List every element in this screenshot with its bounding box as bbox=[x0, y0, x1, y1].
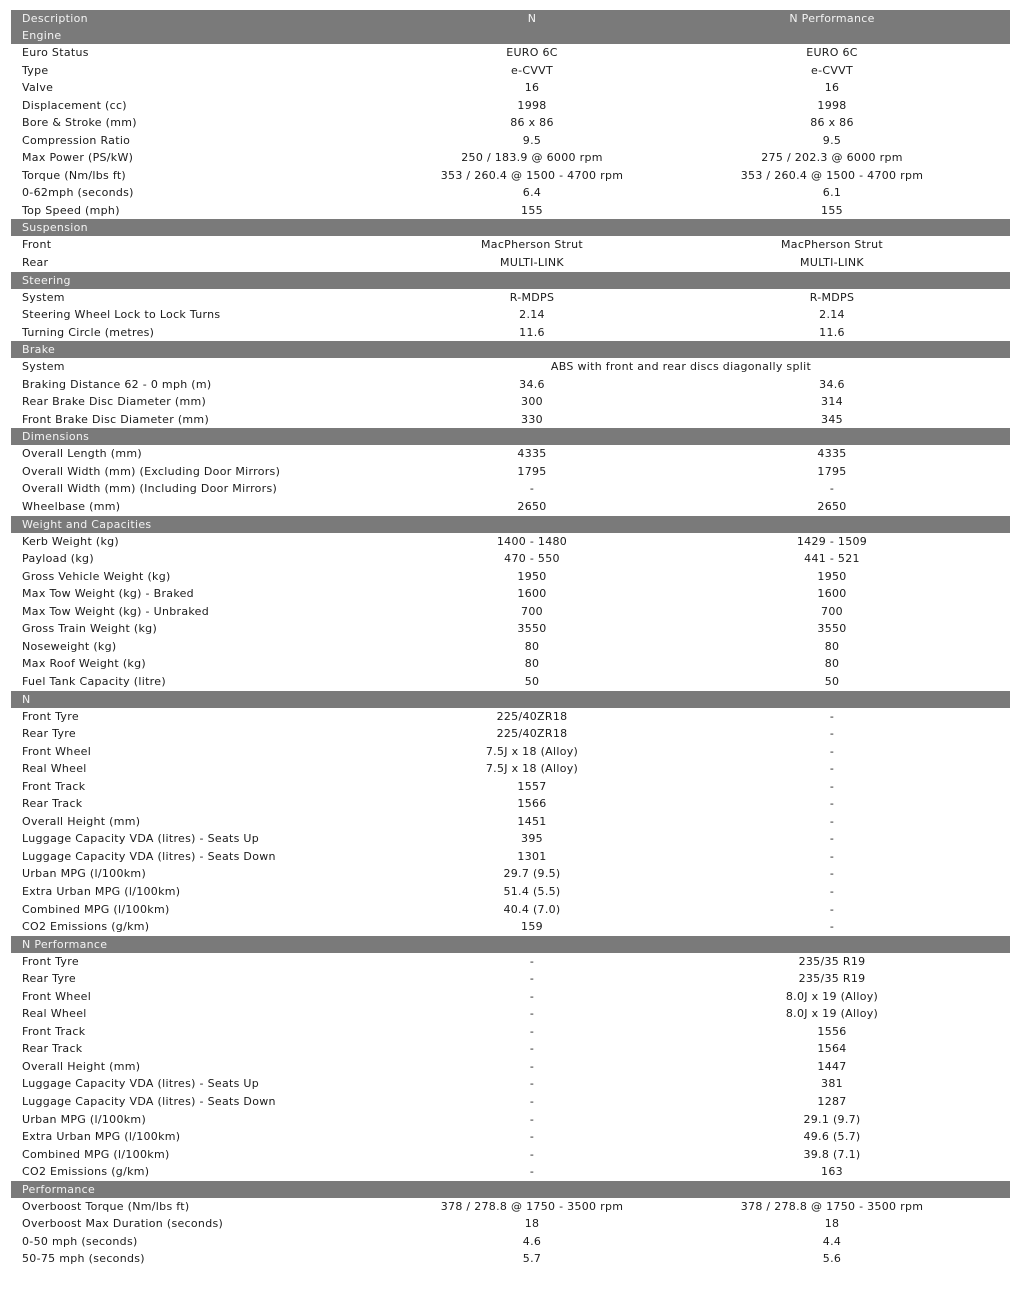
row-label: Gross Vehicle Weight (kg) bbox=[22, 569, 171, 583]
row-label: Rear bbox=[22, 256, 49, 270]
row-value-n: 155 bbox=[521, 203, 543, 217]
row-label: Max Roof Weight (kg) bbox=[22, 657, 146, 671]
spec-table bbox=[11, 10, 1010, 1268]
row-value-n-performance: 1556 bbox=[817, 1024, 847, 1038]
row-value-n-performance: 3550 bbox=[817, 622, 847, 636]
row-value-n: - bbox=[529, 954, 535, 968]
row-value-n-performance: 49.6 (5.7) bbox=[803, 1130, 861, 1144]
row-value-n-performance: 441 - 521 bbox=[804, 552, 860, 566]
row-label: Max Tow Weight (kg) - Unbraked bbox=[22, 604, 210, 618]
table-row bbox=[11, 655, 1010, 673]
table-row bbox=[11, 1146, 1010, 1164]
row-value-n-performance: 11.6 bbox=[819, 325, 845, 339]
row-value-n: 1451 bbox=[517, 814, 547, 828]
row-label: Payload (kg) bbox=[22, 552, 94, 566]
row-value-n-performance: - bbox=[829, 884, 835, 898]
row-value-n: 80 bbox=[524, 639, 540, 653]
table-row bbox=[11, 743, 1010, 761]
row-label: 0-50 mph (seconds) bbox=[22, 1234, 138, 1248]
row-value-n: 1795 bbox=[517, 464, 547, 478]
row-label: Rear Track bbox=[22, 1042, 83, 1056]
row-value-n-performance: - bbox=[829, 832, 835, 846]
row-value-n-performance: 1564 bbox=[817, 1042, 847, 1056]
row-value-n: - bbox=[529, 1024, 535, 1038]
row-value-n-performance: EURO 6C bbox=[806, 46, 858, 59]
row-value-n: e-CVVT bbox=[511, 63, 553, 77]
row-value-n: 7.5J x 18 (Alloy) bbox=[485, 762, 579, 776]
row-value-n-performance: 80 bbox=[824, 639, 840, 653]
row-label: Front Wheel bbox=[22, 989, 92, 1003]
row-label: Rear Brake Disc Diameter (mm) bbox=[22, 395, 207, 409]
row-value-n-performance: - bbox=[829, 920, 835, 934]
row-value-n: 7.5J x 18 (Alloy) bbox=[485, 744, 579, 758]
row-value-n-performance: 381 bbox=[821, 1077, 843, 1091]
row-value-n-performance: - bbox=[829, 902, 835, 916]
row-label: System bbox=[22, 360, 65, 374]
row-value-n-performance: - bbox=[829, 797, 835, 811]
row-value-n: - bbox=[529, 1059, 535, 1073]
row-value-n-performance: 235/35 R19 bbox=[798, 954, 866, 968]
row-value-n-performance: 378 / 278.8 @ 1750 - 3500 rpm bbox=[740, 1199, 924, 1213]
row-value-n: - bbox=[529, 1165, 535, 1179]
table-row bbox=[11, 603, 1010, 621]
row-value-n-performance: 1429 - 1509 bbox=[796, 534, 868, 548]
row-label: Rear Tyre bbox=[22, 727, 76, 741]
table-row bbox=[11, 445, 1010, 463]
table-row bbox=[11, 132, 1010, 150]
table-row bbox=[11, 79, 1010, 97]
table-row bbox=[11, 376, 1010, 394]
row-label: Luggage Capacity VDA (litres) - Seats Up bbox=[22, 832, 260, 846]
section-title: Steering bbox=[22, 273, 71, 287]
row-value-n: 11.6 bbox=[519, 325, 545, 339]
table-row bbox=[11, 289, 1010, 307]
row-value-n: R-MDPS bbox=[509, 290, 555, 304]
row-value-n-performance: 2650 bbox=[817, 500, 847, 514]
row-value-n-performance: 155 bbox=[821, 203, 843, 217]
row-value-n: - bbox=[529, 1147, 535, 1161]
table-row bbox=[11, 813, 1010, 831]
row-value-n: - bbox=[529, 989, 535, 1003]
row-label: Front bbox=[22, 238, 52, 252]
row-value-n: 300 bbox=[521, 395, 543, 409]
table-row bbox=[11, 1058, 1010, 1076]
row-value-n-performance: 700 bbox=[821, 604, 843, 618]
row-label: Torque (Nm/lbs ft) bbox=[22, 168, 127, 182]
table-row bbox=[11, 358, 1010, 376]
row-label: CO2 Emissions (g/km) bbox=[22, 920, 150, 934]
row-value-n: 700 bbox=[521, 604, 543, 618]
row-label: Braking Distance 62 - 0 mph (m) bbox=[22, 377, 212, 391]
table-row bbox=[11, 568, 1010, 586]
table-row bbox=[11, 463, 1010, 481]
row-value-n-performance: e-CVVT bbox=[811, 63, 853, 77]
row-value-n-performance: MacPherson Strut bbox=[780, 238, 883, 252]
row-value-shared: ABS with front and rear discs diagonally split bbox=[550, 360, 812, 374]
table-row bbox=[11, 970, 1010, 988]
row-value-n-performance: 5.6 bbox=[822, 1252, 842, 1266]
table-row bbox=[11, 1250, 1010, 1268]
section-header-suspension bbox=[11, 219, 1010, 236]
table-row bbox=[11, 988, 1010, 1006]
table-row bbox=[11, 62, 1010, 80]
row-value-n: - bbox=[529, 1007, 535, 1021]
row-value-n-performance: 314 bbox=[821, 395, 843, 409]
row-value-n-performance: 8.0J x 19 (Alloy) bbox=[785, 989, 879, 1003]
row-label: Front Track bbox=[22, 779, 86, 793]
section-header-performance bbox=[11, 1181, 1010, 1198]
section-title: Performance bbox=[22, 1182, 96, 1196]
row-value-n: - bbox=[529, 1094, 535, 1108]
header-n-performance: N Performance bbox=[789, 12, 875, 25]
row-label: Front Track bbox=[22, 1024, 86, 1038]
row-value-n-performance: R-MDPS bbox=[809, 290, 855, 304]
row-label: Front Tyre bbox=[22, 709, 79, 723]
row-value-n-performance: - bbox=[829, 779, 835, 793]
row-label: Displacement (cc) bbox=[22, 98, 127, 112]
row-label: Front Tyre bbox=[22, 954, 79, 968]
row-label: Type bbox=[22, 63, 49, 77]
row-value-n: 50 bbox=[524, 674, 540, 688]
row-value-n-performance: - bbox=[829, 744, 835, 758]
table-row bbox=[11, 830, 1010, 848]
row-value-n-performance: 4335 bbox=[817, 447, 847, 461]
row-value-n: 225/40ZR18 bbox=[496, 727, 568, 741]
table-row bbox=[11, 236, 1010, 254]
row-label: Overall Length (mm) bbox=[22, 447, 142, 461]
row-value-n-performance: 1795 bbox=[817, 464, 847, 478]
row-value-n-performance: - bbox=[829, 814, 835, 828]
row-value-n: MULTI-LINK bbox=[500, 256, 564, 270]
section-header-steering bbox=[11, 272, 1010, 289]
row-value-n: - bbox=[529, 1042, 535, 1056]
table-row bbox=[11, 324, 1010, 342]
table-row bbox=[11, 480, 1010, 498]
row-value-n-performance: 353 / 260.4 @ 1500 - 4700 rpm bbox=[740, 168, 924, 182]
row-value-n: EURO 6C bbox=[506, 46, 558, 59]
row-value-n-performance: - bbox=[829, 727, 835, 741]
table-row bbox=[11, 44, 1010, 62]
row-label: Wheelbase (mm) bbox=[22, 500, 121, 514]
table-row bbox=[11, 533, 1010, 551]
table-row bbox=[11, 1023, 1010, 1041]
section-header-n bbox=[11, 691, 1010, 708]
row-value-n-performance: 8.0J x 19 (Alloy) bbox=[785, 1007, 879, 1021]
row-label: Kerb Weight (kg) bbox=[22, 534, 119, 548]
row-label: Compression Ratio bbox=[22, 133, 131, 147]
row-value-n-performance: 39.8 (7.1) bbox=[803, 1147, 861, 1161]
row-value-n: 1301 bbox=[517, 849, 547, 863]
row-label: Top Speed (mph) bbox=[22, 203, 120, 217]
table-row bbox=[11, 918, 1010, 936]
section-title: N bbox=[22, 692, 31, 706]
row-value-n: 395 bbox=[521, 832, 543, 846]
row-value-n-performance: 34.6 bbox=[819, 377, 845, 391]
row-value-n: 6.4 bbox=[522, 186, 542, 200]
row-value-n: 51.4 (5.5) bbox=[503, 884, 561, 898]
row-value-n-performance: - bbox=[829, 849, 835, 863]
table-row bbox=[11, 795, 1010, 813]
row-value-n: - bbox=[529, 482, 535, 496]
row-label: System bbox=[22, 290, 65, 304]
table-row bbox=[11, 673, 1010, 691]
table-row bbox=[11, 901, 1010, 919]
row-label: Max Tow Weight (kg) - Braked bbox=[22, 587, 194, 601]
row-value-n: 250 / 183.9 @ 6000 rpm bbox=[461, 151, 603, 165]
row-label: Luggage Capacity VDA (litres) - Seats Up bbox=[22, 1077, 260, 1091]
table-row bbox=[11, 848, 1010, 866]
row-value-n-performance: 163 bbox=[821, 1165, 843, 1179]
row-value-n-performance: 1600 bbox=[817, 587, 847, 601]
table-row bbox=[11, 97, 1010, 115]
row-label: Fuel Tank Capacity (litre) bbox=[22, 674, 166, 688]
table-row bbox=[11, 149, 1010, 167]
table-row bbox=[11, 202, 1010, 220]
table-row bbox=[11, 1111, 1010, 1129]
row-value-n: 1998 bbox=[517, 98, 547, 112]
row-value-n: - bbox=[529, 1112, 535, 1126]
row-value-n: - bbox=[529, 972, 535, 986]
row-label: Noseweight (kg) bbox=[22, 639, 117, 653]
row-value-n: 470 - 550 bbox=[504, 552, 560, 566]
row-value-n: - bbox=[529, 1130, 535, 1144]
header-n: N bbox=[527, 12, 537, 25]
row-label: Steering Wheel Lock to Lock Turns bbox=[22, 308, 221, 322]
row-value-n: 16 bbox=[524, 81, 540, 95]
table-row bbox=[11, 1163, 1010, 1181]
header-description: Description bbox=[22, 12, 88, 25]
row-value-n-performance: 6.1 bbox=[822, 186, 842, 200]
table-row bbox=[11, 393, 1010, 411]
table-row bbox=[11, 778, 1010, 796]
row-value-n: 4335 bbox=[517, 447, 547, 461]
row-label: Overboost Torque (Nm/lbs ft) bbox=[22, 1199, 190, 1213]
row-label: Bore & Stroke (mm) bbox=[22, 116, 137, 130]
row-value-n-performance: 9.5 bbox=[822, 133, 842, 147]
row-label: Overall Height (mm) bbox=[22, 814, 141, 828]
table-row bbox=[11, 620, 1010, 638]
row-label: Gross Train Weight (kg) bbox=[22, 622, 158, 636]
section-header-weight-and-capacities bbox=[11, 516, 1010, 533]
row-value-n: 1950 bbox=[517, 569, 547, 583]
row-label: Extra Urban MPG (l/100km) bbox=[22, 884, 181, 898]
table-row bbox=[11, 254, 1010, 272]
table-row bbox=[11, 114, 1010, 132]
sections bbox=[11, 27, 1010, 1268]
table-row bbox=[11, 708, 1010, 726]
row-value-n: 40.4 (7.0) bbox=[503, 902, 561, 916]
row-value-n-performance: - bbox=[829, 709, 835, 723]
table-row bbox=[11, 306, 1010, 324]
row-value-n-performance: 1998 bbox=[817, 98, 847, 112]
row-value-n: 1557 bbox=[517, 779, 547, 793]
row-value-n-performance: 4.4 bbox=[822, 1234, 842, 1248]
row-label: Luggage Capacity VDA (litres) - Seats Down bbox=[22, 849, 276, 863]
row-value-n: 29.7 (9.5) bbox=[503, 867, 561, 881]
table-row bbox=[11, 953, 1010, 971]
row-label: Euro Status bbox=[22, 46, 89, 59]
table-row bbox=[11, 1040, 1010, 1058]
table-row bbox=[11, 184, 1010, 202]
section-title: Dimensions bbox=[22, 430, 90, 444]
row-label: Combined MPG (l/100km) bbox=[22, 1147, 170, 1161]
section-header-engine bbox=[11, 27, 1010, 44]
row-value-n: 225/40ZR18 bbox=[496, 709, 568, 723]
row-label: 0-62mph (seconds) bbox=[22, 186, 134, 200]
row-label: Rear Track bbox=[22, 797, 83, 811]
table-row bbox=[11, 411, 1010, 429]
row-label: Overall Width (mm) (Excluding Door Mirrors) bbox=[22, 464, 281, 478]
row-value-n-performance: 345 bbox=[821, 412, 843, 426]
table-row bbox=[11, 1233, 1010, 1251]
row-value-n: 80 bbox=[524, 657, 540, 671]
row-value-n-performance: - bbox=[829, 482, 835, 496]
table-row bbox=[11, 167, 1010, 185]
table-row bbox=[11, 760, 1010, 778]
section-title: N Performance bbox=[22, 937, 108, 951]
table-row bbox=[11, 585, 1010, 603]
section-header-brake bbox=[11, 341, 1010, 358]
row-label: CO2 Emissions (g/km) bbox=[22, 1165, 150, 1179]
row-value-n: 1600 bbox=[517, 587, 547, 601]
row-value-n: - bbox=[529, 1077, 535, 1091]
row-value-n-performance: 18 bbox=[824, 1217, 840, 1231]
row-value-n-performance: - bbox=[829, 867, 835, 881]
row-label: Overall Height (mm) bbox=[22, 1059, 141, 1073]
row-label: Turning Circle (metres) bbox=[22, 325, 155, 339]
row-value-n: 353 / 260.4 @ 1500 - 4700 rpm bbox=[440, 168, 624, 182]
row-value-n: 34.6 bbox=[519, 377, 545, 391]
row-value-n-performance: MULTI-LINK bbox=[800, 256, 864, 270]
row-value-n-performance: 16 bbox=[824, 81, 840, 95]
table-row bbox=[11, 498, 1010, 516]
table-row bbox=[11, 725, 1010, 743]
row-value-n-performance: 2.14 bbox=[819, 308, 845, 322]
section-header-dimensions bbox=[11, 428, 1010, 445]
row-label: Real Wheel bbox=[22, 1007, 87, 1021]
section-title: Suspension bbox=[22, 221, 88, 235]
table-row bbox=[11, 1198, 1010, 1216]
row-label: Urban MPG (l/100km) bbox=[22, 1112, 147, 1126]
row-value-n-performance: 275 / 202.3 @ 6000 rpm bbox=[761, 151, 903, 165]
section-header-n-performance bbox=[11, 936, 1010, 953]
row-value-n: MacPherson Strut bbox=[480, 238, 583, 252]
row-value-n: 1400 - 1480 bbox=[496, 534, 568, 548]
row-label: Max Power (PS/kW) bbox=[22, 151, 134, 165]
table-row bbox=[11, 1215, 1010, 1233]
row-value-n: 18 bbox=[524, 1217, 540, 1231]
table-row bbox=[11, 865, 1010, 883]
row-label: Overall Width (mm) (Including Door Mirrors) bbox=[22, 482, 278, 496]
row-value-n-performance: 1950 bbox=[817, 569, 847, 583]
row-value-n: 330 bbox=[521, 412, 543, 426]
row-value-n-performance: - bbox=[829, 762, 835, 776]
row-label: Front Wheel bbox=[22, 744, 92, 758]
table-row bbox=[11, 1005, 1010, 1023]
row-label: Urban MPG (l/100km) bbox=[22, 867, 147, 881]
row-value-n-performance: 80 bbox=[824, 657, 840, 671]
table-row bbox=[11, 1075, 1010, 1093]
row-value-n-performance: 1447 bbox=[817, 1059, 847, 1073]
row-value-n-performance: 86 x 86 bbox=[810, 116, 854, 130]
table-row bbox=[11, 550, 1010, 568]
section-title: Brake bbox=[22, 343, 56, 357]
row-label: Extra Urban MPG (l/100km) bbox=[22, 1130, 181, 1144]
row-value-n: 378 / 278.8 @ 1750 - 3500 rpm bbox=[440, 1199, 624, 1213]
table-row bbox=[11, 883, 1010, 901]
row-label: Combined MPG (l/100km) bbox=[22, 902, 170, 916]
row-value-n-performance: 235/35 R19 bbox=[798, 972, 866, 986]
row-label: Rear Tyre bbox=[22, 972, 76, 986]
table-header bbox=[11, 10, 1010, 27]
section-title: Engine bbox=[22, 29, 62, 42]
row-label: Real Wheel bbox=[22, 762, 87, 776]
row-value-n: 86 x 86 bbox=[510, 116, 554, 130]
row-label: Overboost Max Duration (seconds) bbox=[22, 1217, 224, 1231]
row-value-n: 2650 bbox=[517, 500, 547, 514]
table-row bbox=[11, 638, 1010, 656]
row-label: Luggage Capacity VDA (litres) - Seats Down bbox=[22, 1094, 276, 1108]
section-title: Weight and Capacities bbox=[22, 517, 152, 531]
row-value-n: 5.7 bbox=[522, 1252, 542, 1266]
row-value-n: 3550 bbox=[517, 622, 547, 636]
table-row bbox=[11, 1093, 1010, 1111]
row-value-n-performance: 50 bbox=[824, 674, 840, 688]
row-label: Valve bbox=[22, 81, 54, 95]
row-value-n: 9.5 bbox=[522, 133, 542, 147]
row-value-n-performance: 1287 bbox=[817, 1094, 847, 1108]
row-value-n: 1566 bbox=[517, 797, 547, 811]
row-value-n-performance: 29.1 (9.7) bbox=[803, 1112, 861, 1126]
row-value-n: 159 bbox=[521, 920, 543, 934]
table-row bbox=[11, 1128, 1010, 1146]
row-value-n: 2.14 bbox=[519, 308, 545, 322]
row-label: 50-75 mph (seconds) bbox=[22, 1252, 145, 1266]
row-value-n: 4.6 bbox=[522, 1234, 542, 1248]
row-label: Front Brake Disc Diameter (mm) bbox=[22, 412, 210, 426]
